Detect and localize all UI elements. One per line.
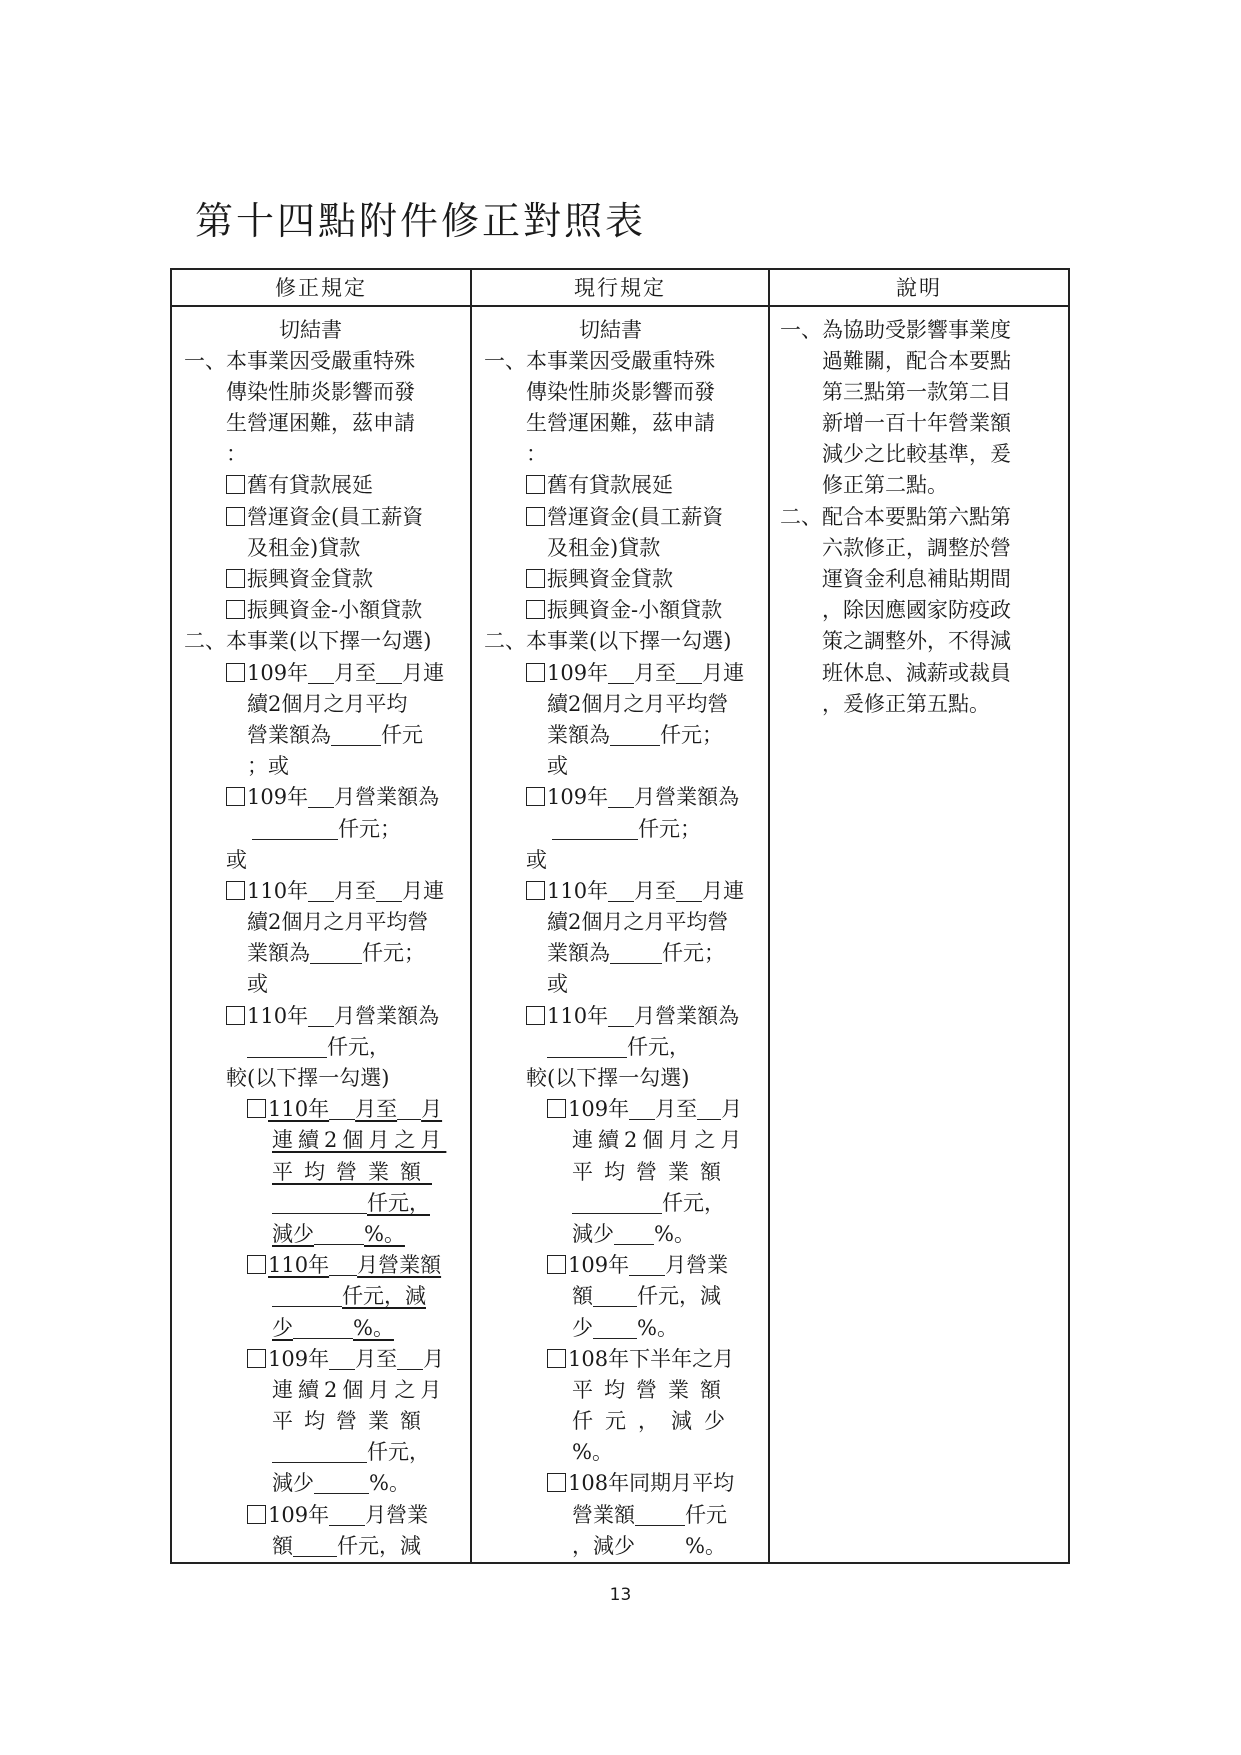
clause-line: 業額為 仟元； [247, 941, 425, 966]
checkbox-icon[interactable] [226, 1006, 245, 1025]
checkbox-icon[interactable] [526, 475, 545, 494]
explanation-line: 班休息、減薪或裁員 [822, 660, 1011, 685]
explanation-line: 減少之比較基準，爰 [822, 442, 1011, 467]
clause-line: 營業額 仟元 [572, 1502, 727, 1527]
explanation-line: 新增一百十年營業額 [822, 411, 1011, 436]
checkbox-icon[interactable] [547, 1255, 566, 1274]
clause-line: 連續2個月之月 [272, 1128, 447, 1153]
current-column [472, 307, 770, 1563]
checkbox-icon[interactable] [547, 1473, 566, 1492]
clause-line: 仟元； [472, 814, 768, 845]
clause-line: 減少 %。 [572, 1221, 695, 1246]
clause-line: 二、本事業(以下擇一勾選) [484, 629, 732, 654]
clause-line: 一、本事業因受嚴重特殊 [484, 348, 715, 373]
clause-line: 或 [547, 754, 568, 779]
explanation-line: ，爰修正第五點。 [822, 691, 990, 716]
checkbox-item: 110年 月至 月 [172, 1094, 470, 1125]
page-number: 13 [609, 1585, 632, 1605]
checkbox-icon[interactable] [226, 507, 245, 526]
checkbox-icon[interactable] [547, 1349, 566, 1368]
checkbox-item: 舊有貸款展延 [472, 470, 768, 501]
checkbox-item: 108年同期月平均 [472, 1468, 768, 1499]
checkbox-icon[interactable] [526, 663, 545, 682]
clause-line: 續2個月之月平均營 [547, 691, 729, 716]
checkbox-icon[interactable] [247, 1349, 266, 1368]
clause-line: 業額為 仟元； [547, 941, 725, 966]
checkbox-item: 110年 月營業額為 [472, 1001, 768, 1032]
table-body-row [172, 307, 1068, 1563]
clause-line: 或 [247, 972, 268, 997]
checkbox-item: 109年 月至 月 [472, 1094, 768, 1125]
explanation-column [770, 307, 1068, 1563]
explanation-line: 六款修正，調整於營 [822, 535, 1011, 560]
clause-line: 平均營業額 [572, 1159, 732, 1184]
clause-line: 仟元，減少 [572, 1409, 737, 1434]
explanation-line: 運資金利息補貼期間 [822, 567, 1011, 591]
clause-line: ： [226, 442, 247, 467]
checkbox-icon[interactable] [247, 1255, 266, 1274]
comparison-table [170, 268, 1070, 1564]
explanation-line: 修正第二點。 [822, 473, 948, 498]
clause-line: 及租金)貸款 [247, 535, 361, 560]
clause-line: 傳染性肺炎影響而發 [226, 379, 415, 404]
header-current: 現行規定 [472, 270, 770, 305]
clause-line: 仟元， [472, 1032, 768, 1063]
clause-line: 較(以下擇一勾選) [526, 1066, 690, 1090]
explanation-line: ，除因應國家防疫政 [822, 598, 1011, 623]
checkbox-icon[interactable] [226, 787, 245, 806]
checkbox-icon[interactable] [526, 600, 545, 619]
clause-line: 連續2個月之月 [572, 1128, 747, 1153]
checkbox-icon[interactable] [526, 881, 545, 900]
checkbox-item: 110年 月營業額 [172, 1250, 470, 1281]
clause-line: 仟元， [472, 1188, 768, 1219]
clause-line: ： [526, 442, 547, 467]
checkbox-item: 109年 月營業 [172, 1500, 470, 1531]
clause-line: 一、本事業因受嚴重特殊 [184, 348, 415, 373]
page-title: 第十四點附件修正對照表 [195, 199, 647, 243]
checkbox-item: 109年 月營業 [472, 1250, 768, 1281]
explanation-line: 策之調整外，不得減 [822, 629, 1011, 654]
clause-line: 平均營業額 [572, 1377, 732, 1402]
checkbox-item: 110年 月營業額為 [172, 1001, 470, 1032]
checkbox-item: 舊有貸款展延 [172, 470, 470, 501]
checkbox-item: 108年下半年之月 [472, 1344, 768, 1375]
clause-line: 仟元， [172, 1032, 470, 1063]
clause-line: %。 [572, 1440, 613, 1465]
clause-line: 或 [547, 972, 568, 997]
checkbox-icon[interactable] [226, 881, 245, 900]
clause-line: 傳染性肺炎影響而發 [526, 379, 715, 404]
clause-line: 營業額為 仟元 [247, 722, 423, 747]
clause-line: 少 %。 [572, 1315, 678, 1340]
clause-line: 連續2個月之月 [272, 1377, 447, 1402]
revised-column [172, 307, 472, 1563]
affidavit-title: 切結書 [279, 317, 342, 342]
clause-line: 平均營業額 [272, 1159, 432, 1184]
checkbox-item: 營運資金(員工薪資 [472, 502, 768, 533]
clause-line: 續2個月之月平均營 [247, 910, 429, 935]
checkbox-item: 振興資金貸款 [172, 564, 470, 595]
explanation-line: 一、為協助受影響事業度 [780, 317, 1011, 342]
explanation-line: 第三點第一款第二目 [822, 379, 1011, 404]
checkbox-item: 109年 月營業額為 [172, 782, 470, 813]
checkbox-icon[interactable] [226, 569, 245, 588]
header-explanation: 說明 [896, 276, 942, 301]
checkbox-icon[interactable] [226, 475, 245, 494]
table-header-row [172, 270, 1068, 307]
checkbox-icon[interactable] [526, 1006, 545, 1025]
clause-line: 少 %。 [272, 1315, 394, 1340]
checkbox-item: 109年 月至 月 [172, 1344, 470, 1375]
affidavit-title: 切結書 [579, 317, 642, 342]
checkbox-icon[interactable] [547, 1099, 566, 1118]
clause-line: 較(以下擇一勾選) [226, 1066, 390, 1090]
checkbox-icon[interactable] [226, 600, 245, 619]
header-revised: 修正規定 [172, 270, 472, 305]
checkbox-item: 振興資金-小額貸款 [472, 595, 768, 626]
clause-line: 仟元， [172, 1437, 470, 1468]
checkbox-icon[interactable] [526, 787, 545, 806]
clause-line: 業額為 仟元； [547, 722, 723, 747]
checkbox-icon[interactable] [226, 663, 245, 682]
clause-line: 二、本事業(以下擇一勾選) [184, 629, 432, 654]
explanation-line: 過難關，配合本要點 [822, 348, 1011, 373]
clause-line: 平均營業額 [272, 1409, 432, 1434]
clause-line: ，減少 %。 [572, 1533, 726, 1558]
clause-line: 續2個月之月平均營 [547, 910, 729, 935]
checkbox-item: 110年 月至 月連 [472, 876, 768, 907]
checkbox-item: 振興資金-小額貸款 [172, 595, 470, 626]
checkbox-icon[interactable] [526, 507, 545, 526]
clause-line: 及租金)貸款 [547, 535, 661, 560]
checkbox-icon[interactable] [526, 569, 545, 588]
checkbox-item: 110年 月至 月連 [172, 876, 470, 907]
clause-line: 仟元， [172, 1188, 470, 1219]
clause-line: 生營運困難，茲申請 [226, 411, 415, 436]
clause-line: 減少 %。 [272, 1471, 410, 1496]
checkbox-item: 109年 月至 月連 [172, 658, 470, 689]
checkbox-icon[interactable] [247, 1099, 266, 1118]
clause-line: 額 仟元，減 [272, 1533, 421, 1558]
clause-line: 減少 %。 [272, 1221, 405, 1246]
checkbox-item: 109年 月營業額為 [472, 782, 768, 813]
clause-line: 仟元，減 [172, 1281, 470, 1312]
clause-line: 生營運困難，茲申請 [526, 411, 715, 436]
checkbox-item: 109年 月至 月連 [472, 658, 768, 689]
clause-line: 或 [526, 847, 547, 872]
explanation-line: 二、配合本要點第六點第 [780, 504, 1011, 529]
clause-line: 額 仟元，減 [572, 1284, 721, 1309]
checkbox-icon[interactable] [247, 1505, 266, 1524]
clause-line: ；或 [247, 754, 289, 779]
clause-line: 或 [226, 847, 247, 872]
clause-line: 續2個月之月平均 [247, 691, 408, 716]
checkbox-item: 營運資金(員工薪資 [172, 502, 470, 533]
clause-line: 仟元； [172, 814, 470, 845]
checkbox-item: 振興資金貸款 [472, 564, 768, 595]
